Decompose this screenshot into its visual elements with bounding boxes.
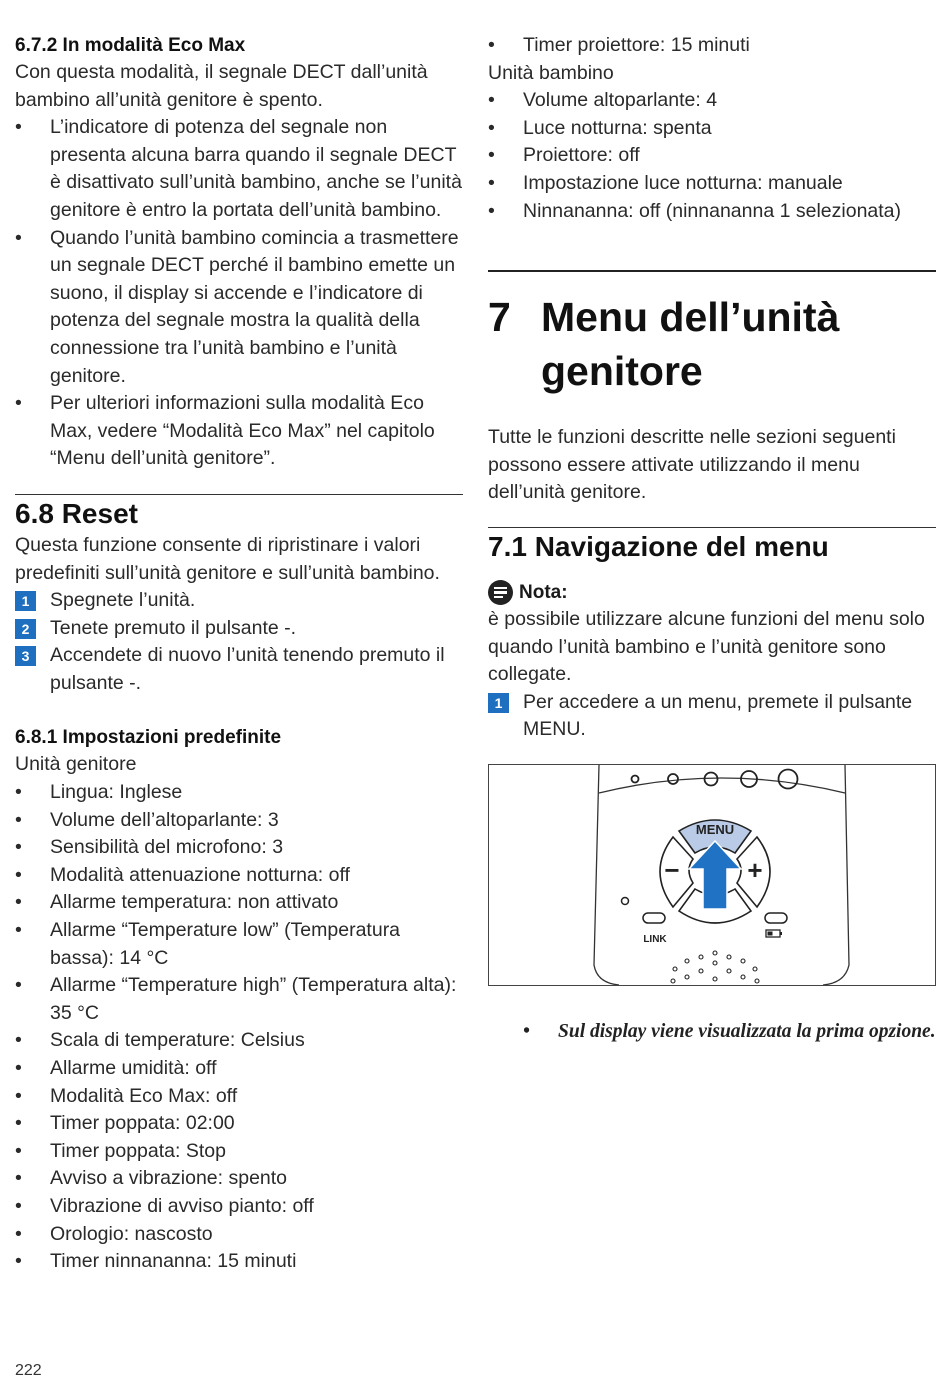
section-7-1-title: 7.1 Navigazione del menu [488, 530, 829, 562]
minus-label: − [664, 854, 680, 885]
step-text: Spegnete l’unità. [50, 589, 196, 612]
left-column [15, 32, 463, 1276]
list-item: • Modalità Eco Max: off [15, 1083, 463, 1111]
note-text: è possibile utilizzare alcune funzioni del menu solo quando l’unità bambino e l’unità genitore sono collegate. [488, 607, 925, 686]
chapter-7-intro: Tutte le funzioni descritte nelle sezioni seguenti possono essere attivate utilizzando il menu dell’unità genitore. [488, 426, 896, 504]
menu-steps [488, 689, 936, 744]
list-item: • Lingua: Inglese [15, 779, 463, 807]
section-6-8-intro: Questa funzione consente di ripristinare i valori predefiniti sull’unità genitore e sull’unità bambino. [15, 533, 440, 584]
led-indicator [668, 774, 678, 784]
result-list [523, 1018, 936, 1046]
chapter-7-title [488, 290, 936, 398]
list-item: • Volume altoparlante: 4 [488, 87, 936, 115]
list-item: • Allarme temperatura: non attivato [15, 889, 463, 917]
step-number-badge: 1 [488, 693, 509, 713]
list-item: • Timer ninnananna: 15 minuti [15, 1248, 463, 1276]
step-item [488, 689, 936, 744]
plus-label: + [747, 854, 763, 885]
step-item [15, 587, 463, 615]
led-indicator [632, 775, 639, 782]
list-item: • Impostazione luce notturna: manuale [488, 170, 936, 198]
side-button [765, 913, 787, 923]
section-6-7-2-title: 6.7.2 In modalità Eco Max [15, 35, 246, 56]
menu-label: MENU [695, 821, 735, 837]
note-heading [488, 579, 936, 606]
step-item [15, 615, 463, 643]
list-item: • Proiettore: off [488, 142, 936, 170]
step-text: Tenete premuto il pulsante -. [50, 616, 297, 639]
step-number-badge: 2 [15, 619, 36, 639]
list-item: • Per ulteriori informazioni sulla modalità Eco Max, vedere “Modalità Eco Max” nel capitolo “Menu dell’unità genitore”. [15, 390, 463, 473]
list-item: • Allarme “Temperature low” (Temperatura bassa): 14 °C [15, 917, 463, 972]
baby-defaults-list [488, 87, 936, 225]
step-number-badge: 3 [15, 646, 36, 666]
section-6-7-2-bullets [15, 114, 463, 473]
list-item: • Modalità attenuazione notturna: off [15, 862, 463, 890]
list-item: • Sul display viene visualizzata la prima opzione. [523, 1018, 936, 1046]
list-item: • Luce notturna: spenta [488, 115, 936, 143]
step-number-badge: 1 [15, 591, 36, 611]
led-indicator [705, 772, 718, 785]
step-text: Per accedere a un menu, premete il pulsante MENU. [523, 690, 913, 741]
list-item: • Allarme umidità: off [15, 1055, 463, 1083]
list-item: • Allarme “Temperature high” (Temperatura alta): 35 °C [15, 972, 463, 1027]
right-column [488, 32, 936, 1046]
list-item: • Sensibilità del microfono: 3 [15, 834, 463, 862]
speaker-grille [671, 951, 759, 983]
list-item: • Scala di temperature: Celsius [15, 1027, 463, 1055]
parent-unit-illustration [488, 764, 936, 986]
list-item: • Timer proiettore: 15 minuti [488, 32, 936, 60]
parent-defaults-list [15, 779, 463, 1276]
step-text: Accendete di nuovo l’unità tenendo premuto il pulsante -. [50, 644, 445, 694]
list-item: • Quando l’unità bambino comincia a trasmettere un segnale DECT perché il bambino emette un suono, il display si accende e l’indicatore di potenza del segnale mostra la qualità della connessione tra l’unità bambino e l’unità genitore. [15, 225, 463, 391]
chapter-title-text: Menu dell’unità genitore [541, 294, 840, 395]
step-item [15, 642, 463, 697]
link-button [643, 913, 665, 923]
chapter-divider [488, 270, 936, 272]
reset-steps [15, 587, 463, 697]
link-label: LINK [643, 933, 667, 945]
section-6-8-1-title: 6.8.1 Impostazioni predefinite [15, 727, 282, 749]
list-item: • Timer poppata: Stop [15, 1138, 463, 1166]
baby-unit-label: Unità bambino [488, 61, 614, 84]
note-icon [488, 580, 513, 605]
page-number: 222 [15, 1362, 42, 1379]
list-item: • Avviso a vibrazione: spento [15, 1165, 463, 1193]
list-item: • Orologio: nascosto [15, 1221, 463, 1249]
list-item: • L’indicatore di potenza del segnale non presenta alcuna barra quando il segnale DECT è disattivato sull’unità bambino, anche se l’unità genitore è entro la portata dell’unità bambino. [15, 114, 463, 224]
section-6-7-2-intro: Con questa modalità, il segnale DECT dall’unità bambino all’unità genitore è spento. [15, 61, 428, 111]
section-divider [488, 527, 936, 528]
parent-defaults-list-continued [488, 32, 936, 60]
list-item: • Timer poppata: 02:00 [15, 1110, 463, 1138]
section-divider [15, 494, 463, 495]
list-item: • Volume dell’altoparlante: 3 [15, 807, 463, 835]
section-6-8-title: 6.8 Reset [15, 497, 138, 529]
led-indicator [779, 769, 798, 788]
note-label: Nota: [519, 581, 568, 603]
device-drawing [489, 765, 935, 985]
list-item: • Vibrazione di avviso pianto: off [15, 1193, 463, 1221]
list-item: • Ninnananna: off (ninnananna 1 selezionata) [488, 198, 936, 226]
parent-unit-label: Unità genitore [15, 753, 137, 776]
chapter-number: 7 [488, 294, 511, 341]
